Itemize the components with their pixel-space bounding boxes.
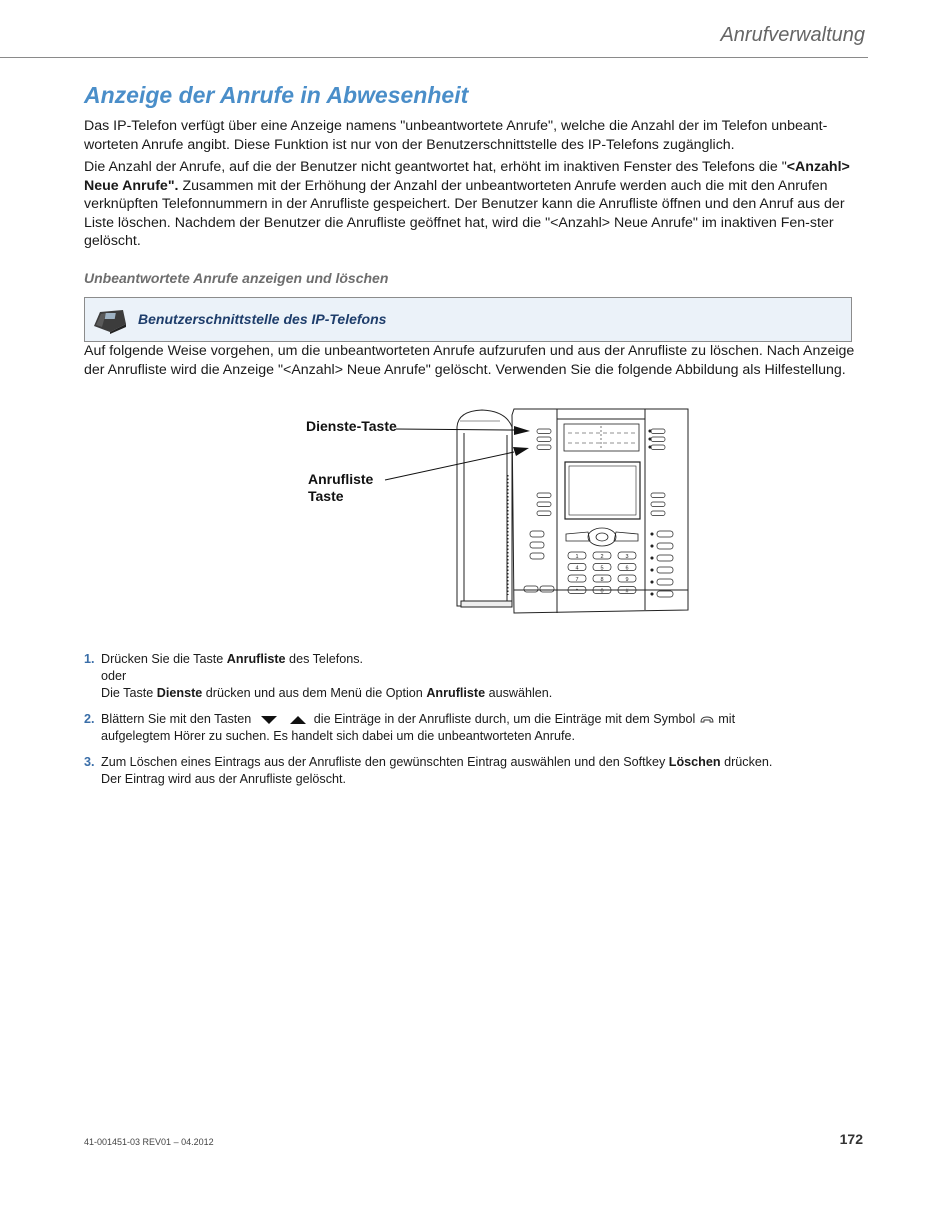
- step-2-line-b: aufgelegtem Hörer zu suchen. Es handelt sich dabei um die unbeantworteten Anrufe.: [101, 729, 575, 743]
- step-1-bold-b2: Anrufliste: [426, 686, 486, 700]
- interface-label: Benutzerschnittstelle des IP-Telefons: [138, 311, 387, 327]
- step-1-bold-b: Dienste: [156, 686, 203, 700]
- handset-illustration: [457, 410, 512, 607]
- intro-p2-bold: <Anzahl> Neue Anrufe".: [84, 159, 850, 194]
- interface-box: [84, 297, 852, 342]
- step-1-bold-a: Anrufliste: [226, 652, 286, 666]
- step-1-line-b: [101, 685, 864, 702]
- header-rule: [0, 57, 868, 58]
- handset-on-hook-icon: [699, 715, 715, 725]
- step-1-or: oder: [101, 669, 127, 683]
- keypad-key-label: 1: [575, 553, 579, 560]
- keypad-key-label: #: [625, 588, 629, 595]
- step-3-text-a: Zum Löschen eines Eintrags aus der Anrufliste den gewünschten Eintrag auswählen und den Softkey: [101, 755, 669, 769]
- intro-p2-text-a: Die Anzahl der Anrufe, auf die der Benutzer nicht geantwortet hat, erhöht im inaktiven Fenster des Telefons die ": [84, 159, 787, 175]
- keypad-key-label: 7: [575, 576, 579, 583]
- keypad-key-label: 8: [600, 576, 604, 583]
- step-2: [84, 711, 864, 745]
- phone-diagram: [300, 405, 695, 620]
- step-2-text-a-end: mit: [718, 712, 736, 726]
- keypad-key-label: 4: [575, 565, 579, 572]
- step-2-text-a-mid: die Einträge in der Anrufliste durch, um die Einträge mit dem Symbol: [313, 712, 696, 726]
- keypad-key-label: 6: [625, 565, 629, 572]
- step-3-bold-a: Löschen: [668, 755, 721, 769]
- keypad-key-label: *: [575, 588, 579, 595]
- intro-paragraph-2: [84, 158, 866, 251]
- step-3: [84, 754, 864, 788]
- step-3-line-a: [101, 754, 864, 771]
- keypad-key-label: 9: [625, 576, 629, 583]
- desk-phone-icon: [90, 306, 128, 334]
- step-1-text-b-mid: drücken und aus dem Menü die Option: [202, 686, 427, 700]
- page-number: 172: [839, 1131, 863, 1147]
- step-1-text-a: Drücken Sie die Taste: [101, 652, 227, 666]
- intro-paragraph-1: Das IP-Telefon verfügt über eine Anzeige namens "unbeantwortete Anrufe", welche die Anzahl der im Telefon unbeant-worteten Anrufe angibt. Diese Funktion ist nur von der Benutzerschnittstelle des IP-Telefons zugänglich.: [84, 118, 828, 153]
- step-1-text-b-rest: auswählen.: [485, 686, 553, 700]
- intro-p2-text-b: Zusammen mit der Erhöhung der Anzahl der unbeantworteten Anrufe werden auch die mit den Anrufen verknüpften Telefonnummern in der Anrufliste gespeichert. Der Benutzer kann die Anrufliste öffnen und den Anruf aus der Liste löschen. Nachdem der Benutzer die Anrufliste geöffnet hat, wird die "<Anzahl> Neue Anrufe" im inaktiven Fen-ster gelöscht.: [84, 177, 845, 250]
- callout-anrufliste-line-1: Anrufliste: [308, 471, 374, 487]
- section-heading: Unbeantwortete Anrufe anzeigen und löschen: [84, 270, 389, 286]
- step-1-text-b: Die Taste: [101, 686, 157, 700]
- step-1-text-a-rest: des Telefons.: [285, 652, 364, 666]
- step-2-text-a: Blättern Sie mit den Tasten: [101, 712, 252, 726]
- keypad-key-label: 5: [600, 565, 604, 572]
- callout-dienste-taste: Dienste-Taste: [306, 418, 397, 434]
- step-3-line-b: Der Eintrag wird aus der Anrufliste gelöscht.: [101, 772, 346, 786]
- keypad-key-label: 3: [625, 553, 629, 560]
- callout-anrufliste-taste: [308, 471, 398, 505]
- arrow-up-icon: [288, 714, 310, 726]
- step-1: [84, 651, 864, 702]
- step-3-text-a-rest: drücken.: [720, 755, 773, 769]
- step-2-number: 2.: [84, 712, 95, 726]
- page-title: Anzeige der Anrufe in Abwesenheit: [84, 82, 469, 108]
- keypad-key-label: 2: [600, 553, 604, 560]
- arrow-down-icon: [259, 714, 281, 726]
- section-description: Auf folgende Weise vorgehen, um die unbeantworteten Anrufe aufzurufen und aus der Anrufliste zu löschen. Nach Anzeige der Anrufliste wird die Anzeige "<Anzahl> Neue Anrufe" gelöscht. Verwenden Sie die folgende Abbildung als Hilfestellung.: [84, 343, 855, 378]
- running-head: Anrufverwaltung: [720, 24, 865, 46]
- steps-list: [84, 651, 864, 788]
- step-1-line-a: [101, 651, 864, 668]
- step-1-number: 1.: [84, 652, 95, 666]
- callout-anrufliste-line-2: Taste: [308, 488, 344, 504]
- step-3-number: 3.: [84, 755, 95, 769]
- document-id: 41-001451-03 REV01 – 04.2012: [84, 1137, 214, 1147]
- step-2-line-a: [101, 711, 864, 728]
- keypad-key-label: 0: [600, 588, 604, 595]
